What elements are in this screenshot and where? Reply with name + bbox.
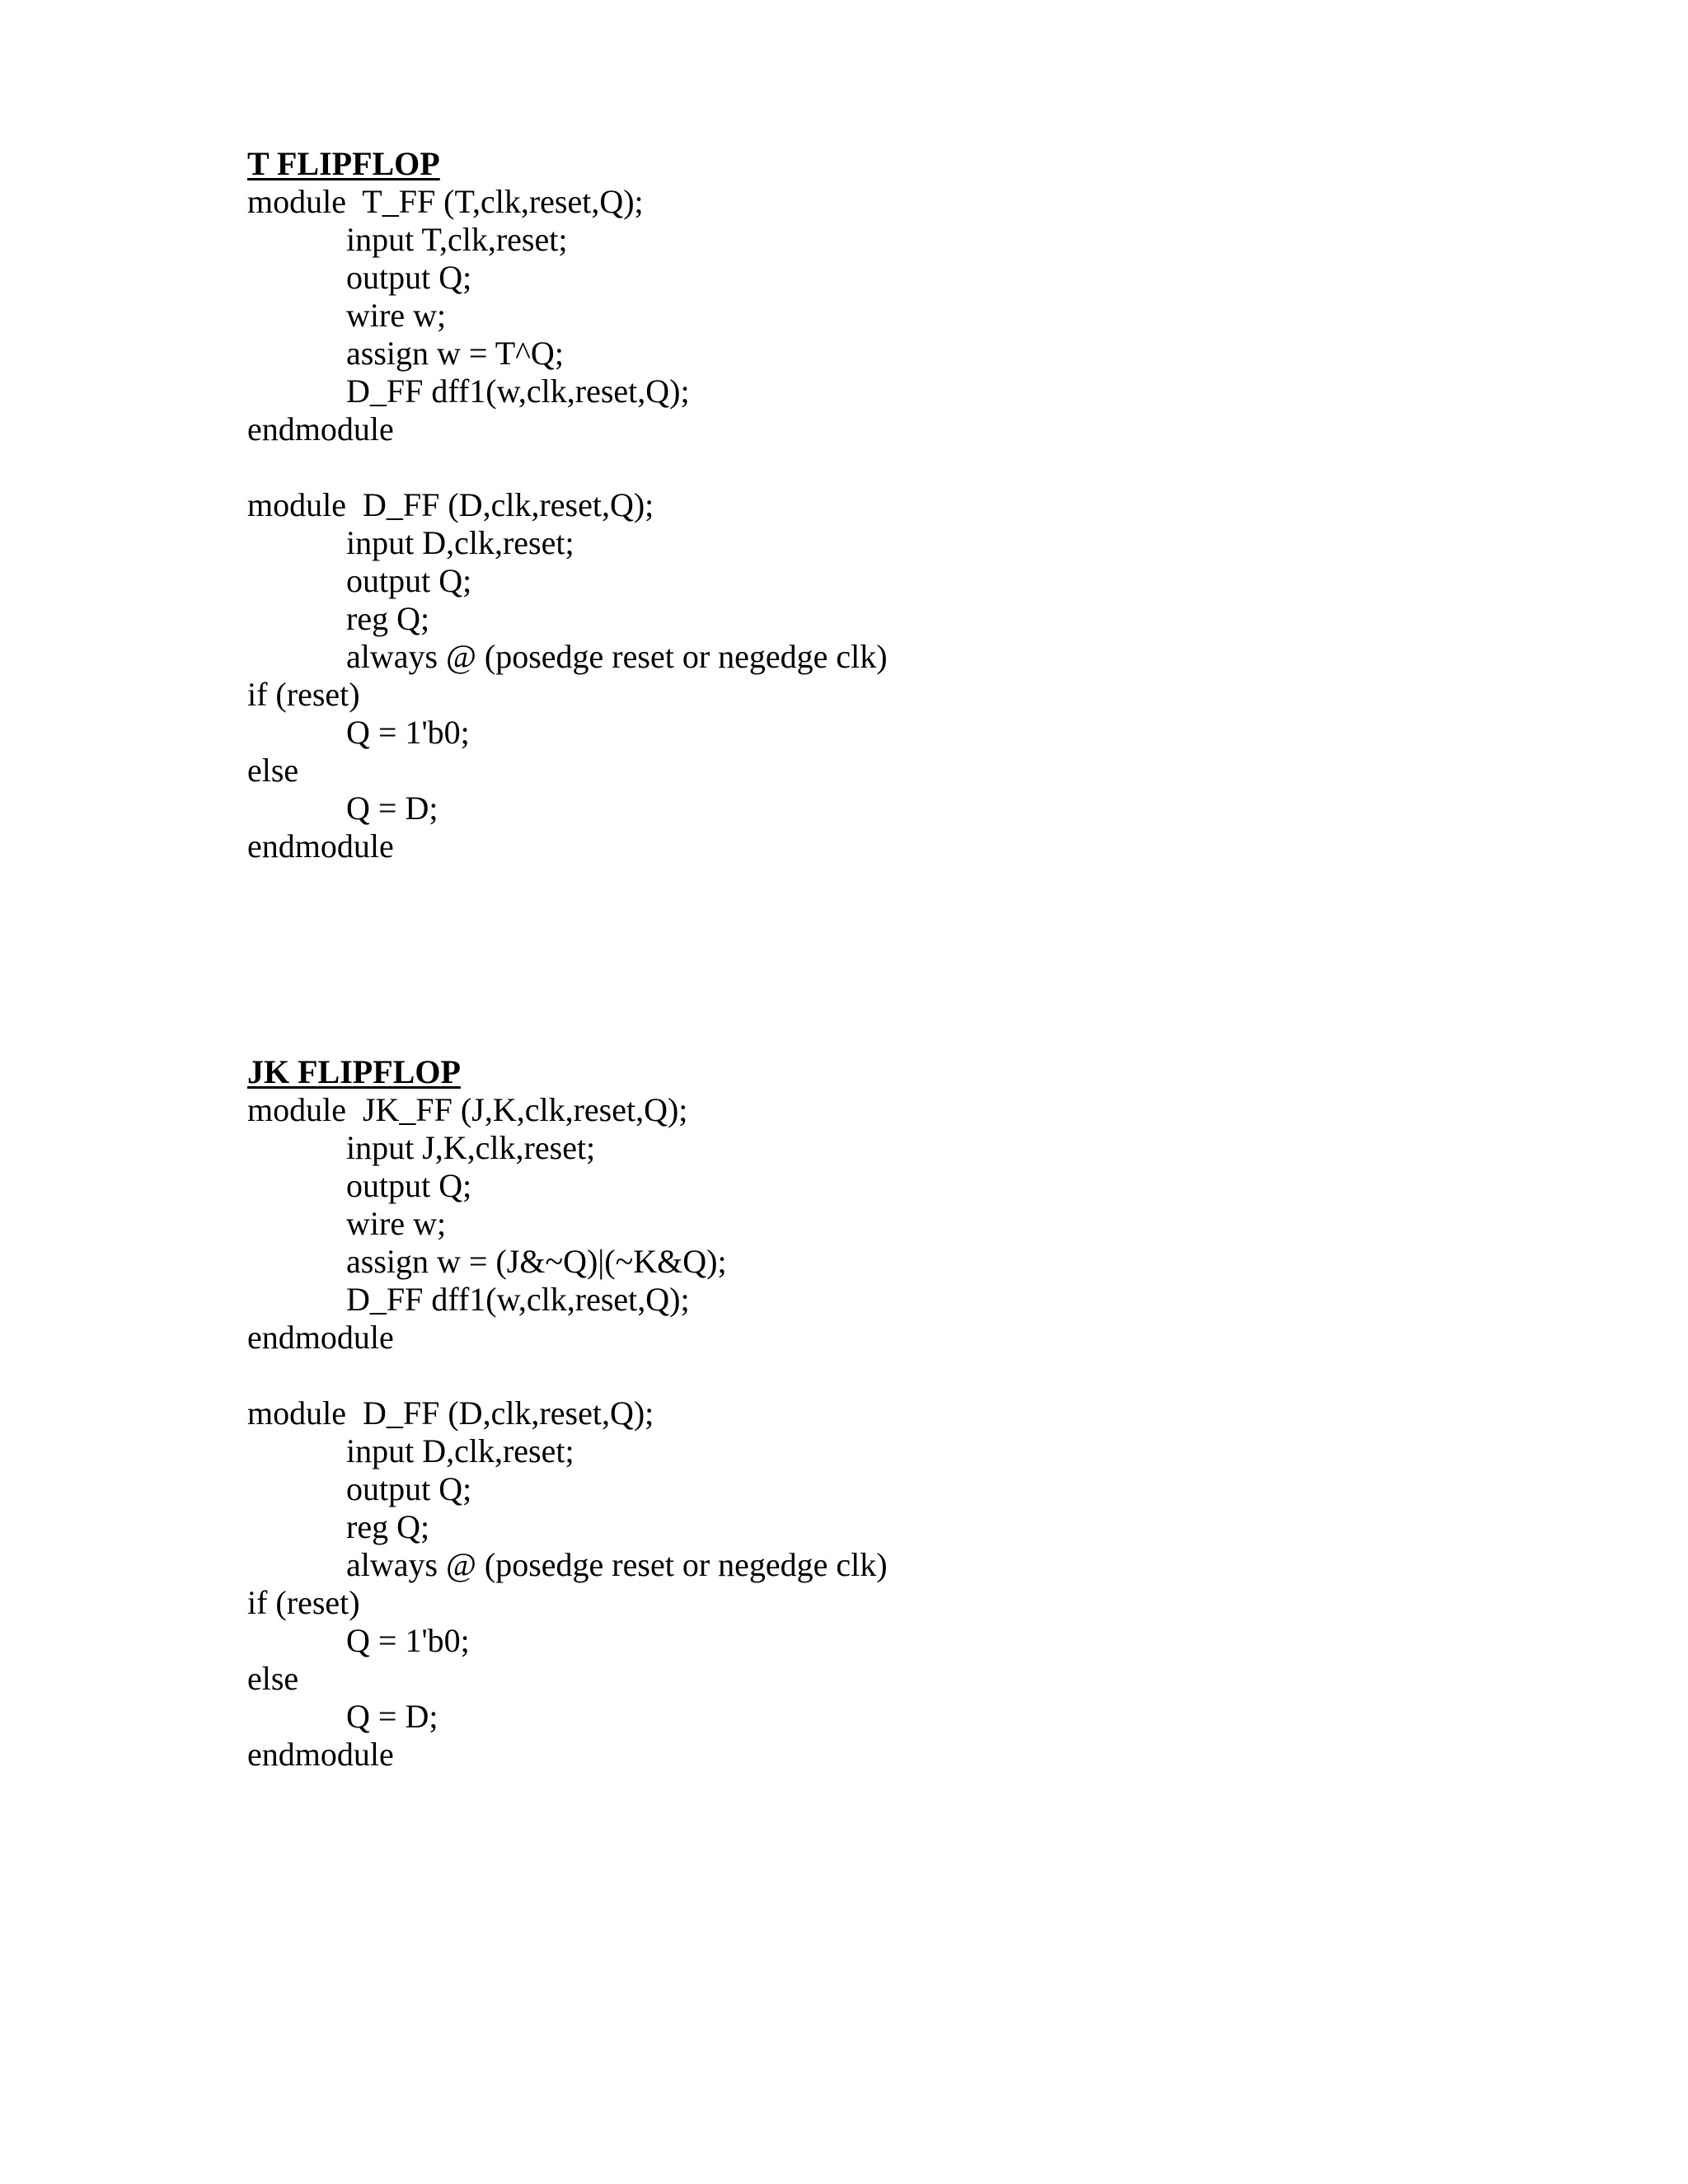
code-line: output Q; [346,259,472,296]
code-line: Q = 1'b0; [346,1622,470,1659]
code-line: reg Q; [346,600,430,637]
jk-flipflop-section [247,1053,888,1774]
code-line: output Q; [346,1167,472,1204]
code-line: output Q; [346,1470,472,1507]
code-line: input J,K,clk,reset; [346,1129,596,1166]
code-line: input T,clk,reset; [346,221,568,258]
code-line: endmodule [247,827,394,865]
section-heading: JK FLIPFLOP [247,1053,461,1090]
code-line: Q = D; [346,1698,438,1735]
code-line: output Q; [346,562,472,599]
t-ff-module [247,183,888,448]
code-line: else [247,752,299,789]
d-ff-module [247,486,888,865]
code-line: D_FF dff1(w,clk,reset,Q); [346,373,690,410]
code-line: input D,clk,reset; [346,524,574,561]
blank-line [247,1357,888,1394]
code-line: always @ (posedge reset or negedge clk) [346,638,888,675]
code-line: else [247,1660,299,1697]
section-heading: T FLIPFLOP [247,145,440,182]
code-line: module T_FF (T,clk,reset,Q); [247,183,644,220]
jk-ff-module [247,1091,888,1357]
code-line: assign w = (J&~Q)|(~K&Q); [346,1243,727,1280]
code-line: module D_FF (D,clk,reset,Q); [247,1394,654,1432]
code-line: assign w = T^Q; [346,335,564,372]
d-ff-module [247,1394,888,1774]
t-flipflop-section [247,145,888,865]
code-line: Q = D; [346,790,438,827]
code-line: reg Q; [346,1508,430,1545]
code-line: endmodule [247,410,394,448]
code-line: wire w; [346,297,447,334]
code-line: D_FF dff1(w,clk,reset,Q); [346,1281,690,1318]
code-line: endmodule [247,1736,394,1773]
code-line: wire w; [346,1205,447,1242]
code-line: if (reset) [247,1584,360,1621]
code-line: always @ (posedge reset or negedge clk) [346,1546,888,1583]
code-line: if (reset) [247,676,360,713]
blank-line [247,448,888,486]
code-line: endmodule [247,1319,394,1356]
code-line: input D,clk,reset; [346,1432,574,1469]
code-line: Q = 1'b0; [346,714,470,751]
code-line: module D_FF (D,clk,reset,Q); [247,486,654,523]
code-line: module JK_FF (J,K,clk,reset,Q); [247,1091,688,1128]
